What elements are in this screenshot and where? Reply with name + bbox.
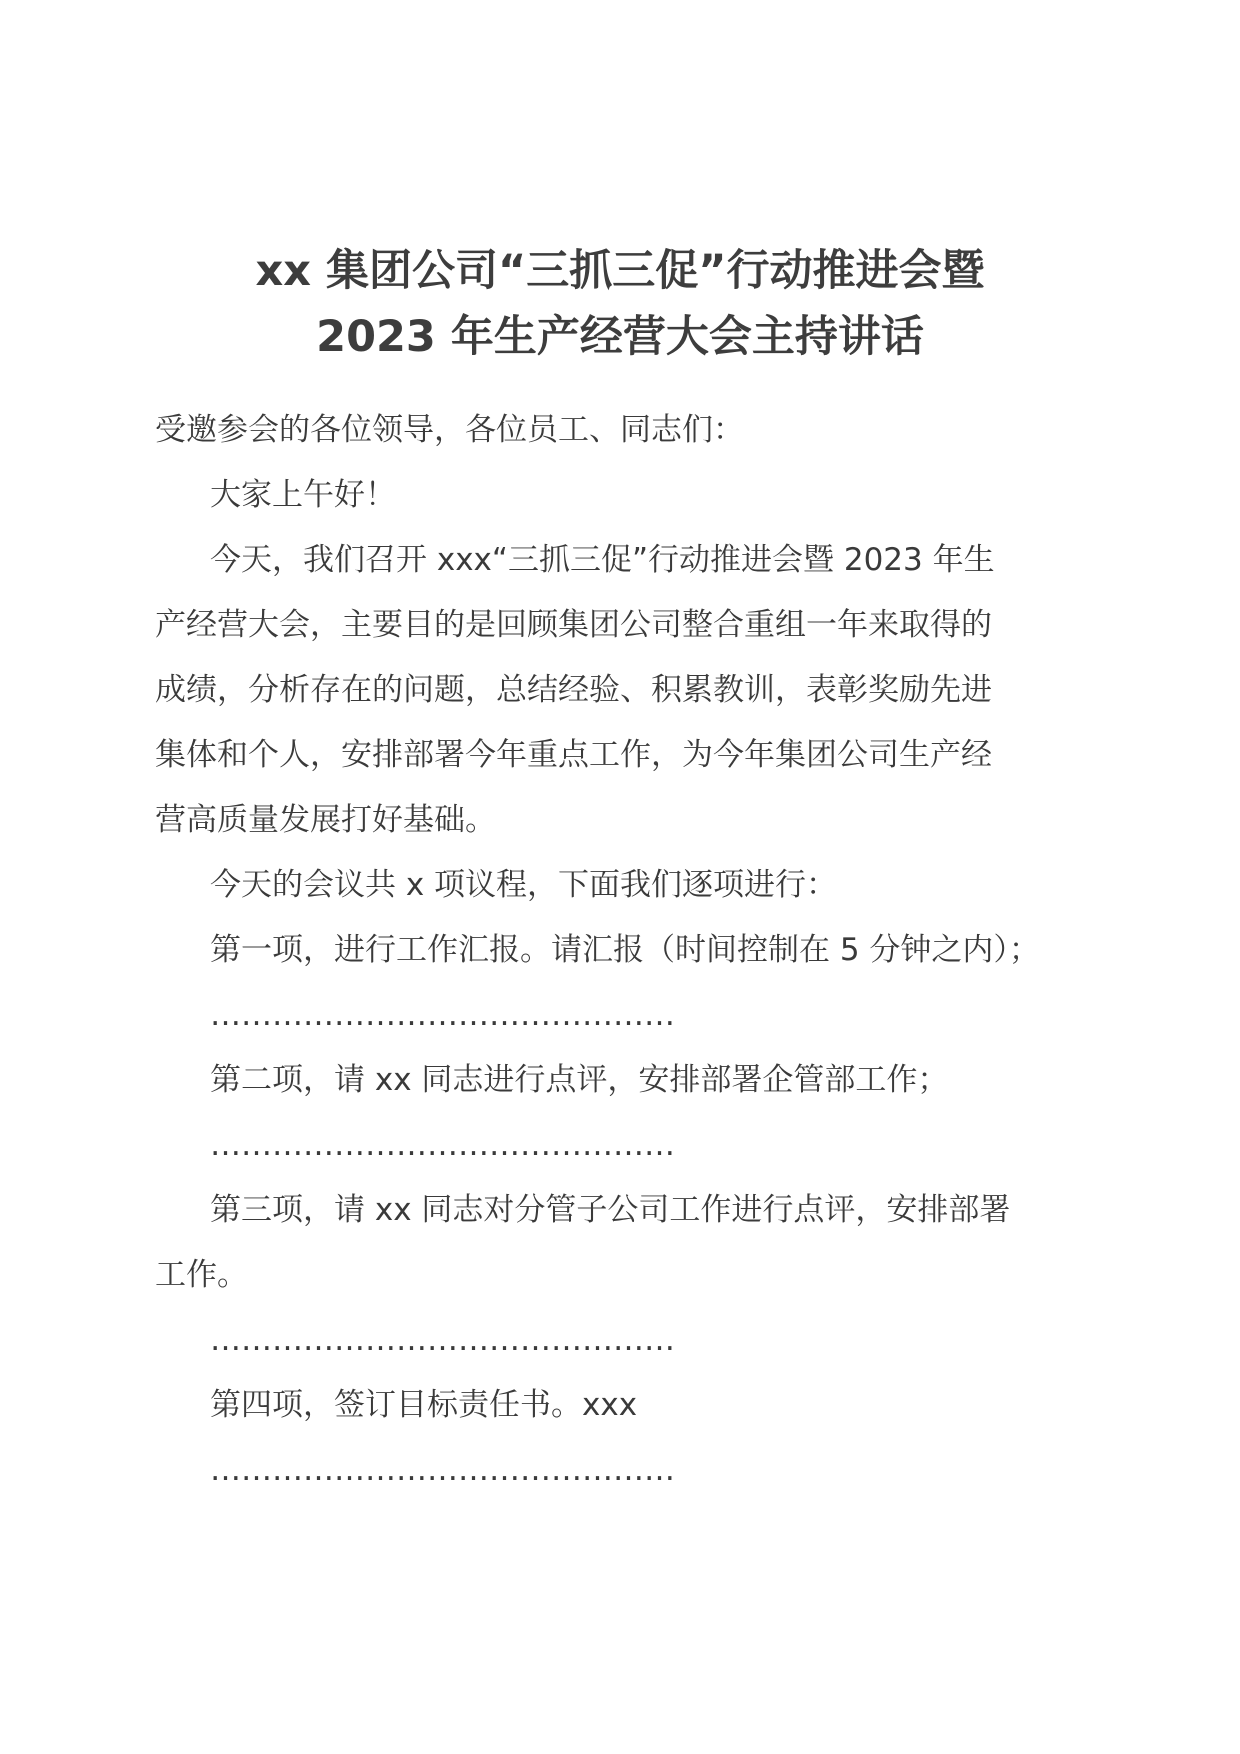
agenda-intro: 今天的会议共 x 项议程，下面我们逐项进行：: [210, 867, 838, 903]
greeting: 大家上午好！: [210, 477, 396, 513]
title-line-2: 2023 年生产经营大会主持讲话: [316, 312, 924, 362]
agenda-item-3-line-2: 工作。: [155, 1257, 248, 1293]
ellipsis-4: ………………………………………: [210, 1452, 675, 1488]
document-title: [150, 238, 1090, 370]
ellipsis-1: ………………………………………: [210, 997, 675, 1033]
ellipsis-2: ………………………………………: [210, 1127, 675, 1163]
salutation: 受邀参会的各位领导，各位员工、同志们：: [155, 412, 744, 448]
intro-line-1: 今天，我们召开 xxx“三抓三促”行动推进会暨 2023 年生: [210, 542, 995, 578]
agenda-item-2: 第二项，请 xx 同志进行点评，安排部署企管部工作；: [210, 1062, 949, 1098]
agenda-item-1: 第一项，进行工作汇报。请汇报（时间控制在 5 分钟之内）；: [210, 932, 1040, 968]
ellipsis-3: ………………………………………: [210, 1322, 675, 1358]
intro-line-4: 集体和个人，安排部署今年重点工作，为今年集团公司生产经: [155, 737, 992, 773]
intro-line-5: 营高质量发展打好基础。: [155, 802, 496, 838]
agenda-item-3-line-1: 第三项，请 xx 同志对分管子公司工作进行点评，安排部署: [210, 1192, 1011, 1228]
intro-line-2: 产经营大会，主要目的是回顾集团公司整合重组一年来取得的: [155, 607, 992, 643]
agenda-item-4: 第四项，签订目标责任书。xxx: [210, 1387, 638, 1423]
document-body: [155, 398, 1055, 1503]
title-line-1: xx 集团公司“三抓三促”行动推进会暨: [255, 246, 985, 296]
intro-line-3: 成绩，分析存在的问题，总结经验、积累教训，表彰奖励先进: [155, 672, 992, 708]
